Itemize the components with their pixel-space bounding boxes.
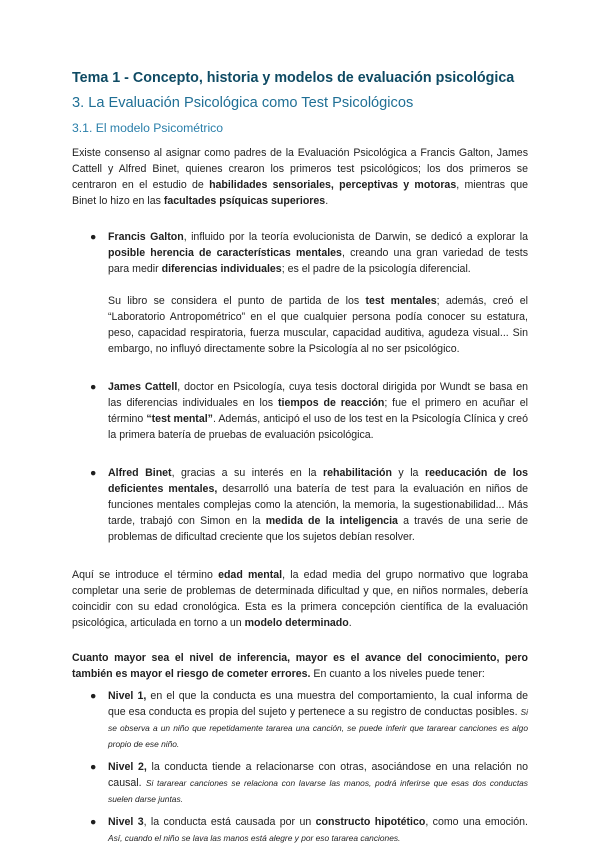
cattell-text-3: . Además, anticipó el uso de los test en la Psicología Clínica y creó la primera batería de pruebas de evaluación psicológica. (108, 413, 528, 441)
galton-sub-text-1: Su libro se considera el punto de partida de los (108, 295, 366, 307)
list-item-level-1 (90, 688, 528, 752)
cattell-paragraph (108, 379, 528, 443)
level-example: Así, cuando el niño se lava las manos está alegre y por eso tararea canciones. (108, 833, 401, 843)
para2-text-2: , la edad media del grupo normativo que lograba completar una serie de problemas de determinada dificultad y que, en niños normales, debería coincidir con su edad cronológica. Esta es la primera concepción científica de la evaluación psicológica, articulada en torno a un (72, 569, 528, 629)
inference-bold: Cuanto mayor sea el nivel de inferencia, mayor es el avance del conocimiento, pero también es mayor el riesgo de cometer errores. (72, 652, 528, 680)
bullet-icon: ● (90, 467, 97, 479)
galton-sub-paragraph (108, 293, 528, 357)
binet-text-1: , gracias a su interés en la (171, 467, 324, 479)
galton-paragraph (108, 229, 528, 277)
bullet-icon: ● (90, 816, 97, 828)
galton-text-3: ; es el padre de la psicología diferencial. (281, 263, 471, 275)
binet-bold-2: reeducación de los deficientes mentales, (108, 467, 529, 495)
galton-bold-2: diferencias individuales (161, 263, 282, 275)
pioneers-list (72, 229, 528, 545)
binet-bold-3: medida de la inteligencia (265, 515, 398, 527)
binet-text-2: y la (391, 467, 425, 479)
list-item-galton (90, 229, 529, 357)
chapter-title: Tema 1 - Concepto, historia y modelos de evaluación psicológica (72, 70, 515, 86)
galton-bold-1: posible herencia de características mentales (108, 247, 342, 259)
cattell-name: James Cattell (108, 381, 178, 393)
intro-text-1: Existe consenso al asignar como padres de la Evaluación Psicológica a Francis Galton, James Cattell y Alfred Binet, quienes crearon los primeros test psicológicos; los dos primeros se centraron en el estudio de (72, 147, 528, 191)
binet-text-3: desarrolló una batería de test para la evaluación en niños de funciones mentales complejas como la atención, la memoria, la sugestionabilidad... Más tarde, trabajó con Simon en la (108, 483, 528, 527)
list-item-level-2 (90, 759, 528, 807)
section-title: 3. La Evaluación Psicológica como Test Psicológicos (72, 95, 414, 111)
level-example: Si se observa a un niño que repetidamente tararea una canción, se puede inferir que tararear canciones es algo propio de ese niño. (108, 707, 528, 749)
binet-name: Alfred Binet (108, 467, 172, 479)
intro-text-2: , mientras que Binet lo hizo en las (72, 179, 529, 207)
galton-sub-bold-1: test mentales (365, 295, 437, 307)
galton-text-2: , creando una gran variedad de tests para medir (108, 247, 528, 275)
level-bold-term: constructo hipotético (315, 816, 426, 828)
para2-text-3: . (348, 617, 352, 629)
level-example: Si tararear canciones se relaciona con lavarse las manos, podrá inferirse que esas dos conductas suelen darse juntas. (108, 778, 528, 804)
level-text-2: , como una emoción. (425, 816, 528, 828)
level-name: Nivel 2, (108, 761, 147, 773)
galton-text-1: , influido por la teoría evolucionista de Darwin, se dedicó a explorar la (183, 231, 529, 243)
bullet-icon: ● (90, 690, 97, 702)
galton-name: Francis Galton (108, 231, 184, 243)
para2-text-1: Aquí se introduce el término (72, 569, 219, 581)
para2-bold-1: edad mental (218, 569, 283, 581)
list-item-cattell (90, 379, 529, 443)
bullet-icon: ● (90, 381, 97, 393)
level-name: Nivel 1, (108, 690, 147, 702)
cattell-text-1: , doctor en Psicología, cuya tesis doctoral dirigida por Wundt se basa en las diferencias individuales en los (108, 381, 529, 409)
inference-paragraph (72, 650, 528, 682)
binet-paragraph (108, 465, 528, 545)
level-text: la conducta tiende a relacionarse con otras, asociándose en una relación no causal. (108, 761, 528, 789)
level-text: en el que la conducta es una muestra del comportamiento, la cual informa de que esa conducta es propia del sujeto y pertenece a su registro de conductas posibles. (108, 690, 528, 718)
galton-sub-text-2: ; además, creó el “Laboratorio Antropométrico” en el que cualquier persona podía conocer su estatura, peso, capacidad respiratoria, fuerza muscular, capacidad auditiva, agudeza visual... Sin embargo, no influyó directamente sobre la Psicología al no ser psicológico. (108, 295, 528, 355)
subsection-title: 3.1. El modelo Psicométrico (72, 121, 224, 135)
level-text: , la conducta está causada por un (143, 816, 316, 828)
cattell-bold-1: tiempos de reacción (277, 397, 385, 409)
level-name: Nivel 3 (108, 816, 144, 828)
list-item-level-3 (90, 814, 528, 846)
bullet-icon: ● (90, 231, 97, 243)
binet-bold-1: rehabilitación (323, 467, 392, 479)
intro-paragraph (72, 145, 528, 209)
cattell-text-2: ; fue el primero en acuñar el término (108, 397, 528, 425)
cattell-bold-2: “test mental” (146, 413, 213, 425)
intro-bold-1: habilidades sensoriales, perceptivas y motoras (209, 179, 457, 191)
bullet-icon: ● (90, 761, 97, 773)
intro-bold-2: facultades psíquicas superiores (163, 195, 326, 207)
levels-list (72, 688, 528, 846)
intro-text-3: . (325, 195, 329, 207)
mental-age-paragraph (72, 567, 528, 631)
para2-bold-2: modelo determinado (244, 617, 349, 629)
inference-text: En cuanto a los niveles puede tener: (310, 668, 485, 680)
list-item-binet (90, 465, 529, 545)
binet-text-4: a través de una serie de problemas de dificultad creciente que los sujetos debían resolver. (108, 515, 528, 543)
